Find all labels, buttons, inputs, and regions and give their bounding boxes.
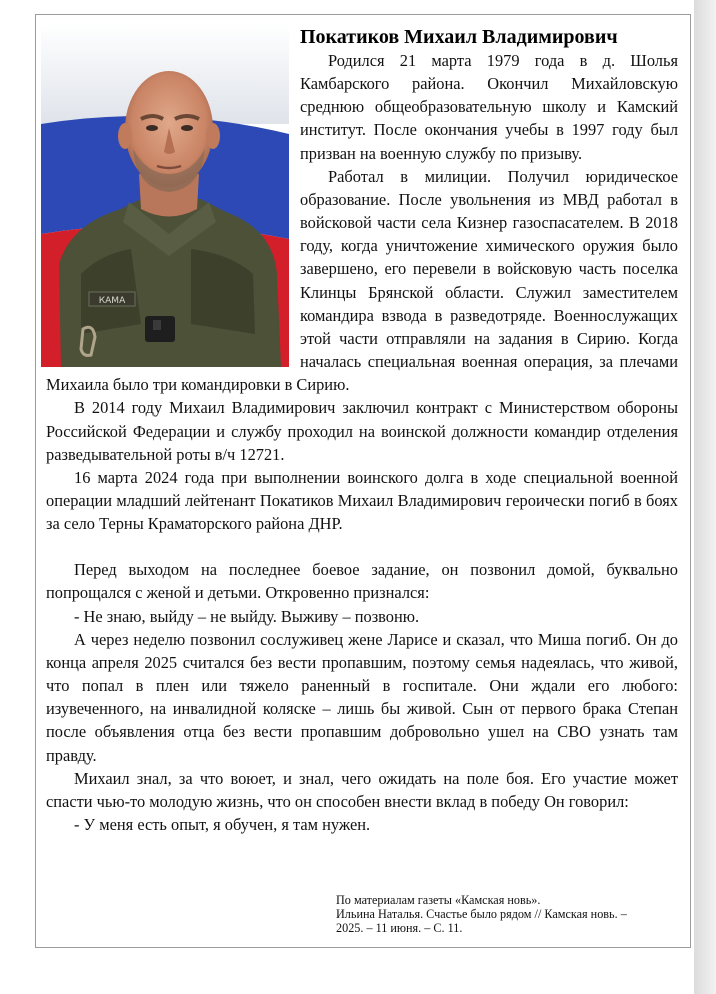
quote-2: - У меня есть опыт, я обучен, я там нужен. <box>74 815 371 834</box>
paragraph-3: В 2014 году Михаил Владимирович заключил контракт с Министерством обороны Российской Федерации и службу проходил на воинской должности командир отделения разведывательной роты в/ч 12721. <box>46 398 678 464</box>
source-citation <box>336 893 686 935</box>
uniform-patch-text: КАМА <box>98 296 126 306</box>
quote-1: - Не знаю, выйду – не выйду. Выживу – позвоню. <box>74 606 420 626</box>
source-line-1: По материалам газеты «Камская новь». <box>336 893 541 907</box>
source-line-2: Ильина Наталья. Счастье было рядом // Камская новь. – <box>336 907 627 921</box>
article-title: Покатиков Михаил Владимирович <box>300 26 618 48</box>
paragraph-5: Перед выходом на последнее боевое задание, он позвонил домой, буквально попрощался с женой и детьми. Откровенно признался: <box>46 560 678 603</box>
paragraph-7: Михаил знал, за что воюет, и знал, чего ожидать на поле боя. Его участие может спасти чью-то молодую жизнь, что он способен внести вклад в победу Он говорил: <box>46 768 678 811</box>
paragraph-4: 16 марта 2024 года при выполнении воинского долга в ходе специальной военной операции младший лейтенант Покатиков Михаил Владимирович героически погиб в боях за село Терны Краматорского района ДНР. <box>46 467 678 534</box>
photo-wrap-spacer <box>46 49 300 369</box>
article-body <box>46 49 678 836</box>
paragraph-2: Работал в милиции. Получил юридическое образование. После увольнения из МВД работал в войсковой части села Кизнер газоспасателем. В 2018 году, когда уничтожение химического оружия было завершено, его перевели в войсковую часть поселка Клинцы Брянской области. Служил заместителем командира взвода в разведотряде. Военнослужащих этой части отправляли на задания в Сирию. Когда началась специальная военная операция, за плечами Михаила было три командировки в Сирию. <box>46 166 678 395</box>
paragraph-1: Родился 21 марта 1979 года в д. Шолья Камбарского района. Окончил Михайловскую среднюю общеобразовательную школу и Камский институт. После окончания учебы в 1997 году был призван на военную службу по призыву. <box>300 51 678 163</box>
paragraph-6: А через неделю позвонил сослуживец жене Ларисе и сказал, что Миша погиб. Он до конца апреля 2025 считался без вести пропавшим, поэтому семья надеялась, что живой, что попал в плен или тяжело раненный в госпитале. Они ждали его любого: изувеченного, на инвалидной коляске – лишь бы живой. Сын от первого брака Степан после объявления отца без вести пропавшим добровольно ушел на СВО узнать там правду. <box>46 629 678 765</box>
page-edge-shadow <box>694 0 716 994</box>
source-line-3: 2025. – 11 июня. – С. 11. <box>336 921 463 935</box>
